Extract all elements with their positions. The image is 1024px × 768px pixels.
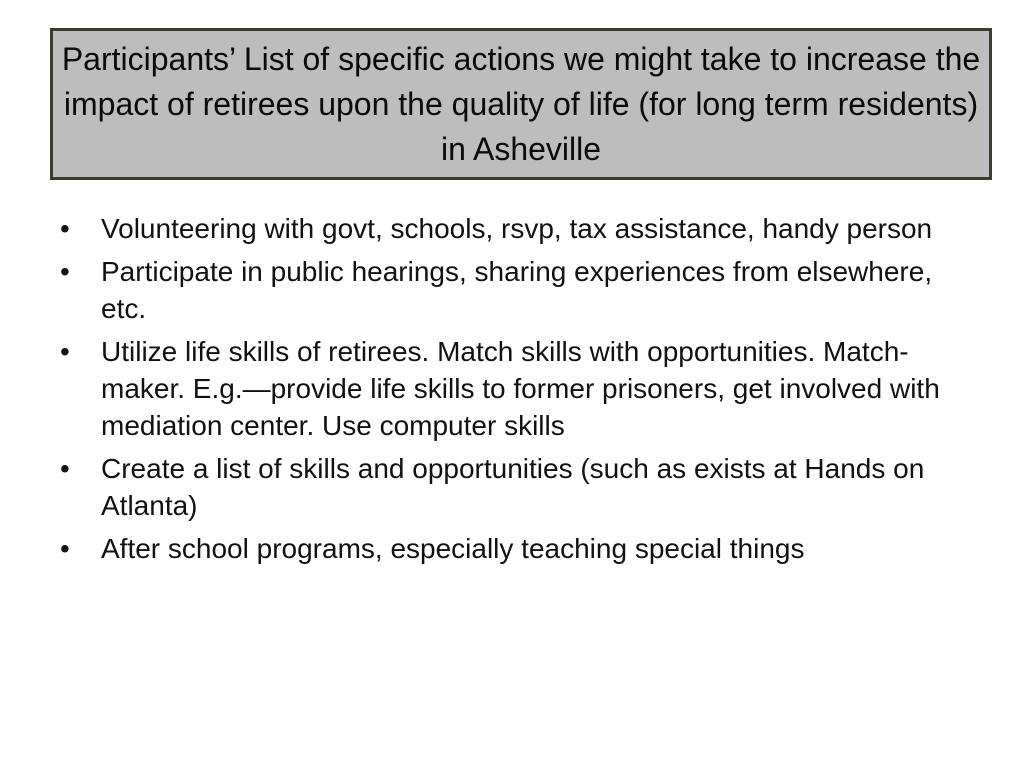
bullet-item xyxy=(56,210,976,247)
title-box xyxy=(50,28,992,180)
bullet-marker: • xyxy=(60,256,70,287)
bullet-text: After school programs, especially teaching special things xyxy=(101,533,805,564)
bullet-marker: • xyxy=(60,453,70,484)
slide-title: Participants’ List of specific actions we might take to increase the impact of retirees upon the quality of life (for long term residents) in Asheville xyxy=(61,40,981,167)
bullet-marker: • xyxy=(60,336,70,367)
bullet-item xyxy=(56,450,976,524)
bullet-item xyxy=(56,253,976,327)
bullet-text: Volunteering with govt, schools, rsvp, tax assistance, handy person xyxy=(101,213,933,244)
bullet-item xyxy=(56,530,976,567)
bullet-text: Create a list of skills and opportunities (such as exists at Hands on Atlanta) xyxy=(101,453,925,521)
bullet-item xyxy=(56,333,976,444)
bullet-marker: • xyxy=(60,213,70,244)
bullet-list xyxy=(56,210,976,573)
bullet-marker: • xyxy=(60,533,70,564)
bullet-text: Participate in public hearings, sharing experiences from elsewhere, etc. xyxy=(101,256,933,324)
bullet-text: Utilize life skills of retirees. Match skills with opportunities. Match-maker. E.g.—provide life skills to former prisoners, get involved with mediation center. Use computer skills xyxy=(101,336,940,441)
